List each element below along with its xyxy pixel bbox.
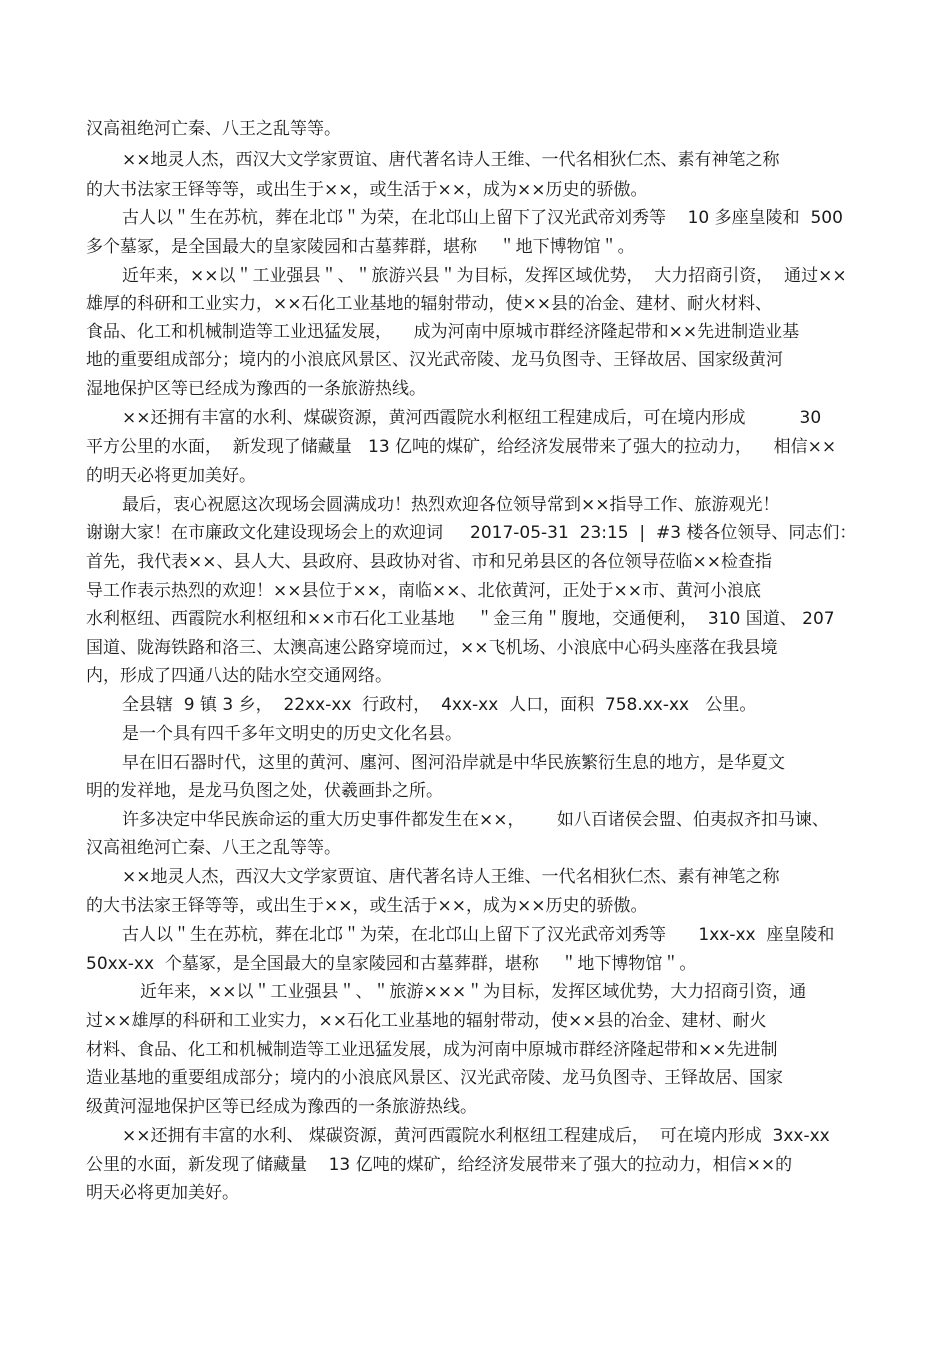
text-line: 导工作表示热烈的欢迎！××县位于××，南临××、北依黄河，正处于××市、黄河小浪底: [86, 581, 761, 601]
text-line: 级黄河湿地保护区等已经成为豫西的一条旅游热线。: [86, 1097, 477, 1117]
text-line: ××地灵人杰，西汉大文学家贾谊、唐代著名诗人王维、一代名相狄仁杰、素有神笔之称: [122, 867, 780, 887]
text-line: 近年来，××以＂工业强县＂、＂旅游兴县＂为目标，发挥区域优势， 大力招商引资， 通过××: [122, 266, 847, 286]
text-line: 雄厚的科研和工业实力，××石化工业基地的辐射带动，使××县的冶金、建材、耐火材料、: [86, 294, 772, 314]
text-line: 水利枢纽、西霞院水利枢纽和××市石化工业基地 ＂金三角＂腹地，交通便利， 310 国道、 207: [86, 609, 835, 629]
text-line: 古人以＂生在苏杭，葬在北邙＂为荣，在北邙山上留下了汉光武帝刘秀等 1xx-xx 座皇陵和: [122, 925, 835, 945]
text-line: 许多决定中华民族命运的重大历史事件都发生在××， 如八百诸侯会盟、伯夷叔齐扣马谏、: [122, 810, 829, 830]
text-line: 内，形成了四通八达的陆水空交通网络。: [86, 666, 392, 686]
text-line: 食品、化工和机械制造等工业迅猛发展， 成为河南中原城市群经济隆起带和××先进制造业基: [86, 322, 800, 342]
text-line: 最后，衷心祝愿这次现场会圆满成功！热烈欢迎各位领导常到××指导工作、旅游观光！: [122, 495, 780, 515]
text-line: 平方公里的水面， 新发现了储藏量 13 亿吨的煤矿，给经济发展带来了强大的拉动力， 相信××: [86, 437, 837, 457]
text-line: 是一个具有四千多年文明史的历史文化名县。: [122, 724, 462, 744]
text-line: 的大书法家王铎等等，或出生于××，或生活于××，成为××历史的骄傲。: [86, 180, 648, 200]
text-line: 的明天必将更加美好。: [86, 466, 256, 486]
text-line: 国道、陇海铁路和洛三、太澳高速公路穿境而过，××飞机场、小浪底中心码头座落在我县境: [86, 638, 778, 658]
text-line: 公里的水面，新发现了储藏量 13 亿吨的煤矿，给经济发展带来了强大的拉动力，相信××的: [86, 1155, 793, 1175]
text-line: 明的发祥地，是龙马负图之处，伏羲画卦之所。: [86, 781, 443, 801]
text-line: 多个墓冢，是全国最大的皇家陵园和古墓葬群，堪称 ＂地下博物馆＂。: [86, 237, 635, 257]
text-line: 的大书法家王铎等等，或出生于××，或生活于××，成为××历史的骄傲。: [86, 896, 648, 916]
text-line: 全县辖 9 镇 3 乡， 22xx-xx 行政村， 4xx-xx 人口，面积 758.xx-xx 公里。: [122, 695, 757, 715]
text-line: 近年来，××以＂工业强县＂、＂旅游×××＂为目标，发挥区域优势，大力招商引资，通: [140, 982, 807, 1002]
text-line: 地的重要组成部分；境内的小浪底风景区、汉光武帝陵、龙马负图寺、王铎故居、国家级黄河: [86, 350, 783, 370]
text-line: 汉高祖绝河亡秦、八王之乱等等。: [86, 119, 341, 139]
text-line: 过××雄厚的科研和工业实力，××石化工业基地的辐射带动，使××县的冶金、建材、耐火: [86, 1011, 767, 1031]
text-line: 50xx-xx 个墓冢，是全国最大的皇家陵园和古墓葬群，堪称 ＂地下博物馆＂。: [86, 954, 697, 974]
text-line: 湿地保护区等已经成为豫西的一条旅游热线。: [86, 379, 426, 399]
text-line: 首先，我代表××、县人大、县政府、县政协对省、市和兄弟县区的各位领导莅临××检查指: [86, 552, 772, 572]
text-line: 造业基地的重要组成部分；境内的小浪底风景区、汉光武帝陵、龙马负图寺、王铎故居、国家: [86, 1068, 783, 1088]
text-line: 早在旧石器时代，这里的黄河、廛河、图河沿岸就是中华民族繁衍生息的地方，是华夏文: [122, 753, 785, 773]
text-line: 谢谢大家！在市廉政文化建设现场会上的欢迎词 2017-05-31 23:15 | #3 楼各位领导、同志们：: [86, 523, 857, 543]
text-line: 汉高祖绝河亡秦、八王之乱等等。: [86, 838, 341, 858]
text-line: ××还拥有丰富的水利、煤碳资源，黄河西霞院水利枢纽工程建成后，可在境内形成 30: [122, 408, 822, 428]
text-line: 材料、食品、化工和机械制造等工业迅猛发展，成为河南中原城市群经济隆起带和××先进制: [86, 1040, 778, 1060]
text-line: 古人以＂生在苏杭，葬在北邙＂为荣，在北邙山上留下了汉光武帝刘秀等 10 多座皇陵和 500: [122, 208, 843, 228]
text-line: ××地灵人杰，西汉大文学家贾谊、唐代著名诗人王维、一代名相狄仁杰、素有神笔之称: [122, 150, 780, 170]
text-line: ××还拥有丰富的水利、 煤碳资源，黄河西霞院水利枢纽工程建成后， 可在境内形成 3xx-xx: [122, 1126, 830, 1146]
text-line: 明天必将更加美好。: [86, 1183, 239, 1203]
